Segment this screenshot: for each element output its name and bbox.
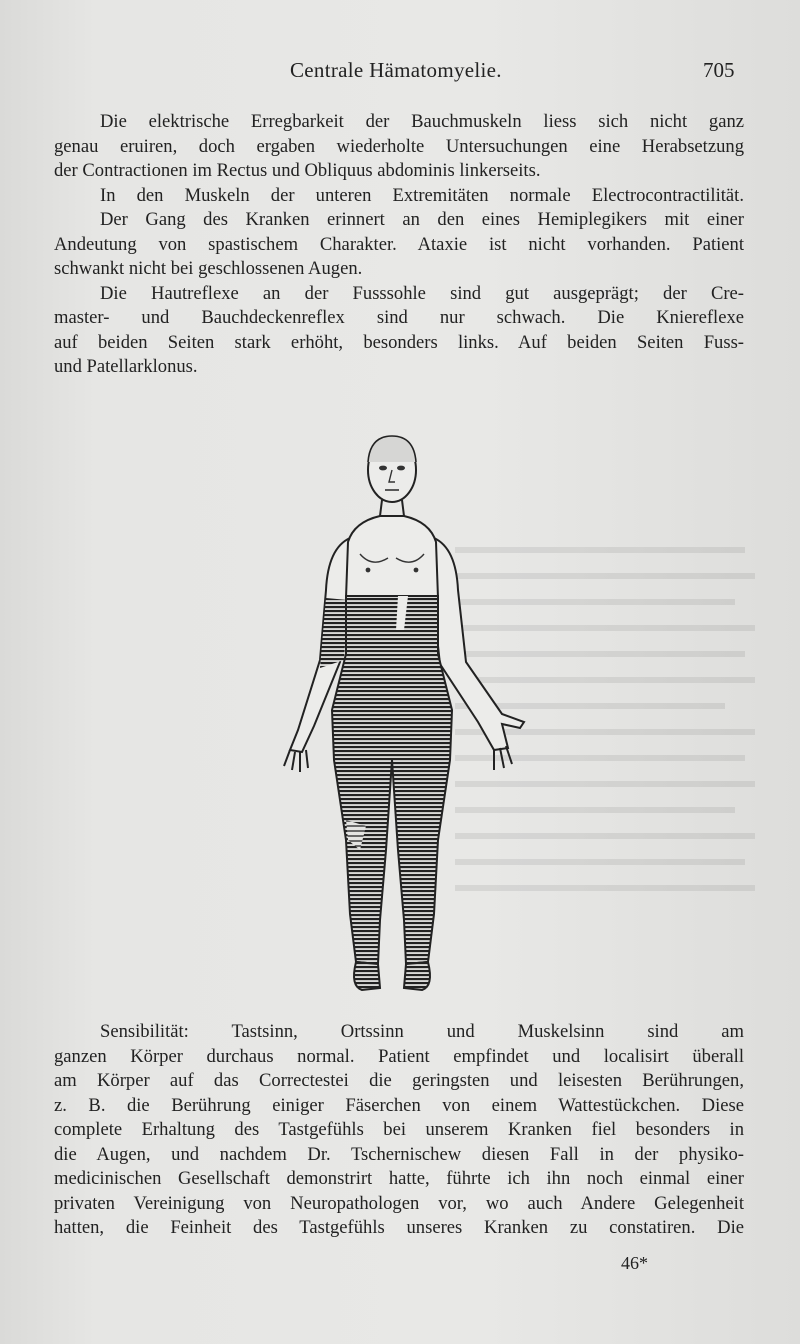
text-line: hatten, die Feinheit des Tastgefühls unseres Kranken zu constatiren. Die [54, 1217, 744, 1238]
text-line: Die elektrische Erregbarkeit der Bauchmuskeln liess sich nicht ganz [100, 111, 744, 132]
text-line: z. B. die Berührung einiger Fäserchen von einem Wattestückchen. Diese [54, 1094, 744, 1116]
signature-mark: 46* [621, 1253, 648, 1273]
paragraph-block-top [54, 110, 744, 380]
text-line: die Augen, und nachdem Dr. Tschernischew diesen Fall in der physiko- [54, 1143, 744, 1165]
text-line: am Körper auf das Correctestei die geringsten und leisesten Berührungen, [54, 1070, 744, 1091]
text-line: complete Erhaltung des Tastgefühls bei unserem Kranken fiel besonders in [54, 1119, 744, 1140]
page-number: 705 [703, 58, 735, 82]
text-line: Die Hautreflexe an der Fusssohle sind gut ausgeprägt; der Cre- [100, 282, 744, 304]
text-line: In den Muskeln der unteren Extremitäten normale Electrocontractilität. [100, 184, 744, 206]
text-line: master- und Bauchdeckenreflex sind nur schwach. Die Kniereflexe [54, 307, 744, 328]
running-header [0, 58, 800, 88]
text-line: auf beiden Seiten stark erhöht, besonders links. Auf beiden Seiten Fuss- [54, 331, 744, 353]
text-line: privaten Vereinigung von Neuropathologen vor, wo auch Andere Gelegenheit [54, 1192, 744, 1214]
text-line: Der Gang des Kranken erinnert an den eines Hemiplegikers mit einer [100, 209, 744, 230]
paragraph-block-bottom [54, 1020, 744, 1241]
text-line: schwankt nicht bei geschlossenen Augen. [54, 258, 363, 279]
human-body-figure-icon [262, 430, 542, 1000]
text-line: medicinischen Gesellschaft demonstrirt hatte, führte ich ihn noch einmal einer [54, 1168, 744, 1189]
text-line: und Patellarklonus. [54, 356, 198, 377]
text-line: Andeutung von spastischem Charakter. Ataxie ist nicht vorhanden. Patient [54, 233, 744, 255]
text-line: ganzen Körper durchaus normal. Patient empfindet und localisirt überall [54, 1045, 744, 1067]
header-title: Centrale Hämatomyelie. [290, 58, 502, 82]
text-line: genau eruiren, doch ergaben wiederholte Untersuchungen eine Herabsetzung [54, 135, 744, 157]
text-line: der Contractionen im Rectus und Obliquus abdominis linkerseits. [54, 160, 541, 181]
text-line: Sensibilität: Tastsinn, Ortssinn und Muskelsinn sind am [100, 1021, 744, 1042]
